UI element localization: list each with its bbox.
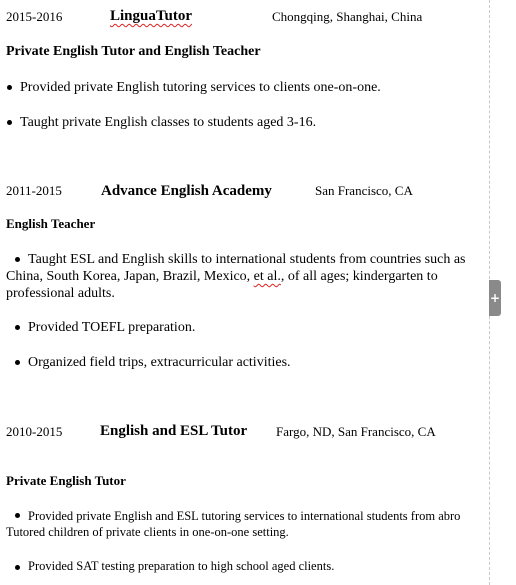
list-item: Provided SAT testing preparation to high school aged clients. bbox=[28, 559, 335, 573]
list-item-line: professional adults. bbox=[6, 286, 115, 301]
job-location: Chongqing, Shanghai, China bbox=[272, 9, 423, 24]
job-company: Advance English Academy bbox=[101, 183, 272, 199]
list-item-line: Tutored children of private clients in one-on-one setting. bbox=[6, 525, 289, 539]
job-date: 2015-2016 bbox=[6, 9, 63, 24]
list-item: Taught private English classes to students aged 3-16. bbox=[20, 115, 317, 130]
list-item-line: Provided private English and ESL tutoring services to international students from abro bbox=[28, 509, 461, 523]
job-date: 2010-2015 bbox=[6, 424, 63, 439]
list-item: Organized field trips, extracurricular activities. bbox=[28, 355, 291, 370]
spellcheck-mark: et al. bbox=[253, 269, 281, 284]
job-date: 2011-2015 bbox=[6, 183, 62, 198]
list-item-line: China, South Korea, Japan, Brazil, Mexico, et al., of all ages; kindergarten to bbox=[6, 269, 438, 284]
bullet-dot bbox=[15, 513, 20, 518]
bullet-dot bbox=[7, 120, 12, 125]
bullet-dot bbox=[15, 565, 20, 570]
job-location: Fargo, ND, San Francisco, CA bbox=[276, 424, 436, 439]
bullet-dot bbox=[15, 360, 20, 365]
job-company: LinguaTutor bbox=[110, 8, 192, 24]
job-role: Private English Tutor bbox=[6, 473, 126, 488]
expand-plus-icon[interactable]: + bbox=[489, 280, 501, 316]
bullet-dot bbox=[7, 85, 12, 90]
job-role: English Teacher bbox=[6, 216, 96, 231]
list-item-line: Taught ESL and English skills to international students from countries such as bbox=[28, 252, 466, 267]
job-location: San Francisco, CA bbox=[315, 183, 413, 198]
list-item: Provided TOEFL preparation. bbox=[28, 320, 196, 335]
list-item: Provided private English tutoring services to clients one-on-one. bbox=[20, 80, 381, 95]
bullet-dot bbox=[15, 257, 20, 262]
bullet-dot bbox=[15, 325, 20, 330]
job-role: Private English Tutor and English Teacher bbox=[6, 44, 261, 59]
job-company: English and ESL Tutor bbox=[100, 423, 248, 439]
